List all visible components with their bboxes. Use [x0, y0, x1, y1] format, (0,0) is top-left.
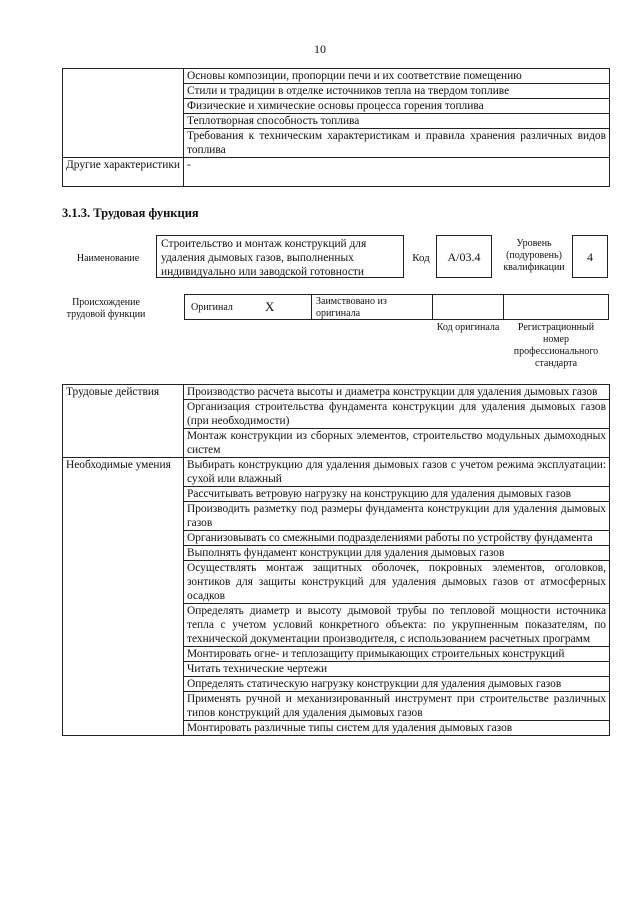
original-mark: X	[265, 299, 275, 314]
action-item: Производство расчета высоты и диаметра конструкции для удаления дымовых газов	[184, 385, 610, 400]
reg-number-box	[503, 294, 609, 320]
page-number: 10	[314, 42, 326, 56]
origin-label: Происхождение трудовой функции	[66, 297, 146, 320]
other-characteristics-label: Другие характеристики	[63, 158, 184, 187]
table-row	[63, 458, 610, 487]
skill-item: Организовывать со смежными подразделениями работы по устройству фундамента	[184, 531, 610, 546]
empty-label-cell	[63, 69, 184, 158]
skill-item: Выбирать конструкцию для удаления дымовых газов с учетом режима эксплуатации: сухой или влажный	[184, 458, 610, 487]
section-heading: 3.1.3. Трудовая функция	[62, 206, 199, 220]
original-label: Оригинал	[191, 302, 233, 313]
table-cell: Стили и традиции в отделке источников тепла на твердом топливе	[184, 84, 610, 99]
level-value-box: 4	[572, 235, 608, 278]
skill-item: Производить разметку под размеры фундамента конструкции для удаления дымовых газов	[184, 502, 610, 531]
table-row	[63, 385, 610, 400]
code-original-label: Код оригинала	[436, 322, 500, 333]
skill-item: Применять ручной и механизированный инструмент при строительстве различных типов конструкций для удаления дымовых газов	[184, 692, 610, 721]
table-cell: Физические и химические основы процесса горения топлива	[184, 99, 610, 114]
action-item: Организация строительства фундамента конструкции для удаления дымовых газов (при необходимости)	[184, 400, 610, 429]
table-cell: Требования к техническим характеристикам и правила хранения различных видов топлива	[184, 129, 610, 158]
borrowed-box: Заимствовано из оригинала	[311, 294, 433, 320]
skill-item: Монтировать огне- и теплозащиту примыкающих строительных конструкций	[184, 647, 610, 662]
labor-function-table	[62, 384, 610, 736]
knowledge-table-continuation	[62, 68, 610, 187]
function-name-box: Строительство и монтаж конструкций для удаления дымовых газов, выполненных индивидуально или заводской готовности	[156, 235, 404, 278]
skill-item: Монтировать различные типы систем для удаления дымовых газов	[184, 721, 610, 736]
level-label: Уровень (подуровень) квалификации	[503, 238, 565, 273]
other-characteristics-value: -	[184, 158, 610, 187]
code-label: Код	[412, 252, 430, 264]
reg-number-label: Регистрационный номер профессионального стандарта	[513, 322, 599, 369]
skill-item: Определять статическую нагрузку конструкции для удаления дымовых газов	[184, 677, 610, 692]
skill-item: Читать технические чертежи	[184, 662, 610, 677]
name-label: Наименование	[76, 253, 140, 264]
table-row	[63, 69, 610, 84]
original-box	[184, 294, 312, 320]
skill-item: Выполнять фундамент конструкции для удаления дымовых газов	[184, 546, 610, 561]
table-cell: Основы композиции, пропорции печи и их соответствие помещению	[184, 69, 610, 84]
action-item: Монтаж конструкции из сборных элементов, строительство модульных дымоходных систем	[184, 429, 610, 458]
table-row	[63, 158, 610, 187]
code-original-box	[432, 294, 504, 320]
skills-label: Необходимые умения	[63, 458, 184, 736]
table-cell: Теплотворная способность топлива	[184, 114, 610, 129]
skill-item: Определять диаметр и высоту дымовой трубы по тепловой мощности источника тепла с учетом условий конкретного объекта: по укрупненным показателям, по технической документации производителя, с использованием расчетных программ	[184, 604, 610, 647]
skill-item: Рассчитывать ветровую нагрузку на конструкцию для удаления дымовых газов	[184, 487, 610, 502]
skill-item: Осуществлять монтаж защитных оболочек, покровных элементов, оголовков, зонтиков для защиты конструкций для удаления дымовых газов от атмосферных осадков	[184, 561, 610, 604]
code-value-box: A/03.4	[436, 235, 492, 278]
actions-label: Трудовые действия	[63, 385, 184, 458]
